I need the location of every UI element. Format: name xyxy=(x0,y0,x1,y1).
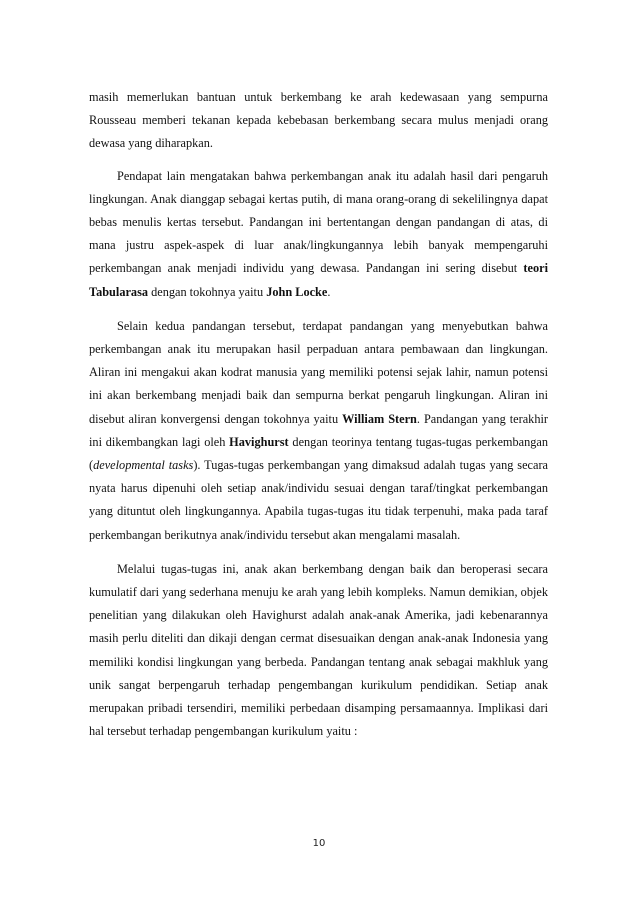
text-run: Selain kedua pandangan tersebut, terdapat pandangan yang menyebutkan bahwa perkembangan anak itu merupakan hasil perpaduan antara pembawaan dan lingkungan. Aliran ini mengakui akan kodrat manusia yang memiliki potensi sejak lahir, namun potensi ini akan berkembang menjadi baik dan sempurna berkat pengaruh lingkungan. Aliran ini disebut aliran konvergensi dengan tokohnya yaitu xyxy=(89,318,548,426)
text-run: . Pandangan yang terakhir ini dikembangkan lagi oleh xyxy=(89,411,548,449)
text-run: Melalui tugas-tugas ini, anak akan berkembang dengan baik dan beroperasi secara kumulatif dari yang sederhana menuju ke arah yang lebih kompleks. Namun demikian, objek penelitian yang dilakukan oleh Havighurst adalah anak-anak Amerika, jadi kebenarannya masih perlu diteliti dan dikaji dengan cermat disesuaikan dengan anak-anak Indonesia yang memiliki kondisi lingkungan yang berbeda. Pandangan tentang anak sebagai makhluk yang unik sangat berpengaruh terhadap pengembangan kurikulum pendidikan. Setiap anak merupakan pribadi tersendiri, memiliki perbedaan disamping persamaannya. Implikasi dari hal tersebut terhadap pengembangan kurikulum yaitu : xyxy=(89,561,548,739)
bold-term: Havighurst xyxy=(229,434,289,449)
bold-term: teori Tabularasa xyxy=(89,261,548,299)
text-run: dengan teorinya tentang tugas-tugas perkembangan ( xyxy=(89,434,548,473)
text-run: dengan tokohnya yaitu xyxy=(148,284,267,299)
italic-term: developmental tasks xyxy=(93,458,194,473)
bold-term: John Locke xyxy=(266,284,328,299)
page-number: 10 xyxy=(312,838,326,849)
bold-term: William Stern xyxy=(342,411,417,426)
text-run: . xyxy=(327,284,331,299)
body-paragraph xyxy=(89,558,548,744)
document-body xyxy=(89,86,548,754)
body-paragraph xyxy=(89,315,548,547)
body-paragraph xyxy=(89,165,548,304)
body-paragraph xyxy=(89,86,548,156)
text-run: ). Tugas-tugas perkembangan yang dimaksud adalah tugas yang secara nyata harus dipenuhi oleh setiap anak/individu sesuai dengan taraf/tingkat perkembangan yang dituntut oleh lingkungannya. Apabila tugas-tugas itu tidak terpenuhi, maka pada taraf perkembangan berikutnya anak/individu tersebut akan mengalami masalah. xyxy=(89,458,548,542)
text-run: Pendapat lain mengatakan bahwa perkembangan anak itu adalah hasil dari pengaruh lingkungan. Anak dianggap sebagai kertas putih, di mana orang-orang di sekelilingnya dapat bebas menulis kertas tersebut. Pandangan ini bertentangan dengan pandangan di atas, di mana justru aspek-aspek di luar anak/lingkungannya lebih banyak mempengaruhi perkembangan anak menjadi individu yang dewasa. Pandangan ini sering disebut xyxy=(89,168,548,276)
text-run: masih memerlukan bantuan untuk berkembang ke arah kedewasaan yang sempurna Rousseau memberi tekanan kepada kebebasan berkembang secara mulus menjadi orang dewasa yang diharapkan. xyxy=(89,90,548,151)
